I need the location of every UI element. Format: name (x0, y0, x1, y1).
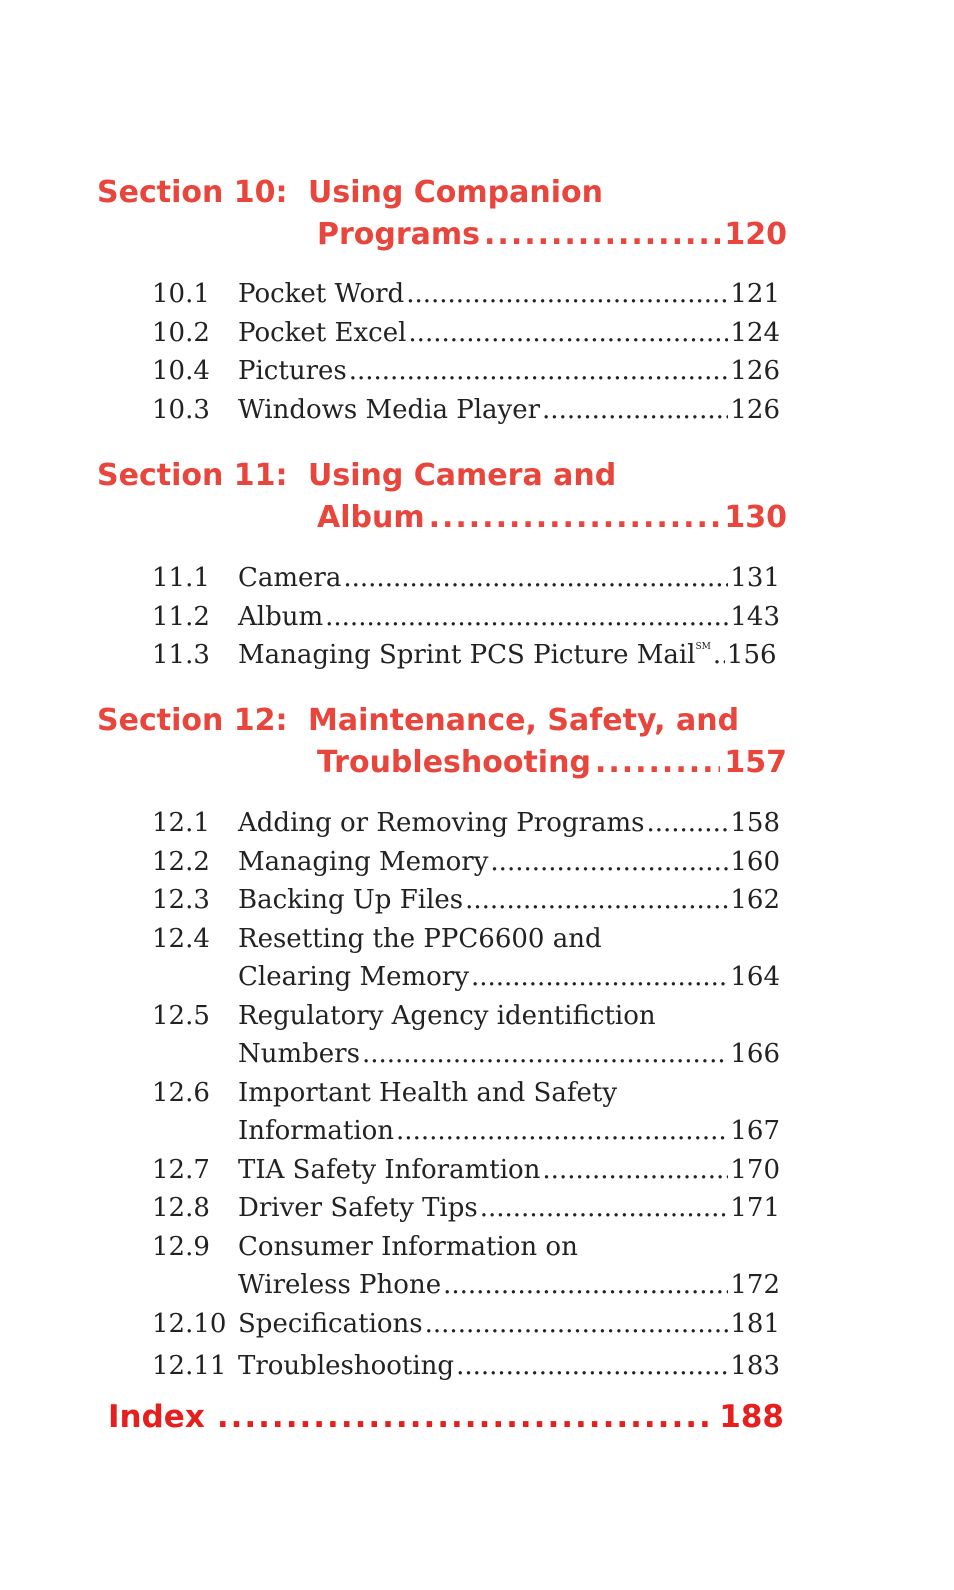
entry-number: 10.1 (152, 279, 210, 309)
section-title-line2: Troubleshooting (317, 745, 591, 780)
entry-page-number: 164 (730, 962, 780, 992)
entry-number: 11.1 (152, 563, 210, 593)
entry-number: 10.3 (152, 394, 210, 425)
toc-entry[interactable] (152, 1151, 780, 1190)
entry-title: Resetting the PPC6600 and (238, 923, 602, 954)
entry-number: 12.10 (152, 1308, 227, 1339)
dot-leader (490, 843, 728, 882)
service-mark: SM (695, 642, 711, 652)
entry-title: Regulatory Agency identifiction (238, 1000, 656, 1031)
entry-page-number: 124 (730, 317, 780, 348)
index-label: Index (108, 1399, 205, 1435)
entry-title (238, 636, 711, 675)
entry-page-number: 170 (730, 1154, 780, 1185)
toc-entry[interactable] (152, 1305, 780, 1344)
entry-title: Backing Up Files (238, 885, 464, 915)
toc-entry[interactable] (152, 314, 780, 353)
entry-number: 12.8 (152, 1193, 210, 1223)
entry-page-number: 158 (730, 808, 780, 838)
entry-title-continued: Clearing Memory (238, 962, 469, 992)
toc-entry[interactable] (152, 598, 780, 637)
section-page-number: 130 (724, 500, 787, 535)
toc-entry[interactable] (152, 352, 780, 391)
toc-entry[interactable] (152, 1189, 780, 1228)
dot-leader (542, 391, 728, 430)
toc-entry[interactable] (152, 843, 780, 882)
section-title-line2: Album (317, 500, 425, 535)
entry-title: Pocket Excel (238, 317, 407, 348)
entry-title: Windows Media Player (238, 394, 541, 425)
entry-title: Driver Safety Tips (238, 1193, 478, 1223)
dot-leader (408, 314, 728, 353)
entry-page-number: 160 (730, 846, 780, 877)
dot-leader (343, 559, 728, 598)
dot-leader (349, 352, 729, 391)
section-label: Section 12: (97, 703, 288, 738)
entry-title: Consumer Information on (238, 1231, 578, 1262)
dot-leader (396, 1112, 728, 1151)
entry-title: Pictures (238, 356, 347, 386)
dot-leader (480, 1189, 729, 1228)
entry-title-text: Managing Sprint PCS Picture Mail (238, 640, 696, 670)
entry-title-continued: Information (238, 1116, 395, 1146)
entry-page-number: 162 (730, 885, 780, 915)
entry-number: 11.2 (152, 601, 210, 632)
entry-page-number: 166 (730, 1039, 780, 1069)
toc-entry[interactable] (152, 391, 780, 430)
section-heading-10[interactable] (97, 172, 787, 256)
toc-entry[interactable] (152, 275, 780, 314)
section-page-number: 120 (724, 217, 787, 252)
entry-number: 12.5 (152, 1000, 210, 1031)
section-heading-11[interactable] (97, 455, 787, 539)
dot-leader (713, 636, 725, 675)
dot-leader (429, 497, 721, 539)
entry-number: 11.3 (152, 640, 210, 670)
entry-page-number: 181 (730, 1308, 780, 1339)
toc-entry-two-line[interactable] (152, 1074, 780, 1151)
dot-leader (646, 804, 728, 843)
entry-page-number: 167 (730, 1116, 780, 1146)
dot-leader (406, 275, 728, 314)
section-page-number: 157 (724, 745, 787, 780)
section-label: Section 11: (97, 458, 288, 493)
entry-number: 10.2 (152, 317, 210, 348)
entry-page-number: 121 (730, 279, 780, 309)
entry-title-continued: Numbers (238, 1039, 360, 1069)
dot-leader (325, 598, 728, 637)
toc-entry[interactable] (152, 636, 780, 675)
dot-leader (595, 742, 720, 784)
entry-title: Important Health and Safety (238, 1077, 618, 1108)
entry-page-number: 156 (726, 640, 777, 670)
subsection-list-12 (152, 804, 780, 1386)
toc-entry[interactable] (152, 881, 780, 920)
index-page-number: 188 (719, 1399, 784, 1435)
section-title-line1: Using Companion (308, 175, 603, 210)
section-title-line2: Programs (317, 217, 481, 252)
entry-page-number: 171 (730, 1193, 780, 1223)
dot-leader (217, 1396, 713, 1438)
entry-title: Album (238, 601, 324, 632)
subsection-list-11 (152, 559, 780, 675)
section-heading-12[interactable] (97, 700, 787, 784)
entry-page-number: 126 (730, 394, 780, 425)
toc-entry[interactable] (152, 559, 780, 598)
dot-leader (456, 1347, 728, 1386)
entry-number: 12.4 (152, 923, 210, 954)
section-label: Section 10: (97, 175, 288, 210)
section-title-line1: Maintenance, Safety, and (308, 703, 740, 738)
dot-leader (425, 1305, 729, 1344)
dot-leader (542, 1151, 728, 1190)
entry-number: 12.7 (152, 1154, 210, 1185)
dot-leader (443, 1266, 728, 1305)
entry-page-number: 131 (730, 563, 780, 593)
entry-number: 12.2 (152, 846, 210, 877)
entry-page-number: 183 (730, 1351, 780, 1381)
entry-title: Troubleshooting (238, 1351, 455, 1381)
entry-title: TIA Safety Inforamtion (238, 1154, 541, 1185)
subsection-list-10 (152, 275, 780, 429)
entry-title: Adding or Removing Programs (238, 808, 645, 838)
entry-title: Camera (238, 563, 342, 593)
entry-number: 12.9 (152, 1231, 210, 1262)
entry-title: Managing Memory (238, 846, 489, 877)
entry-number: 12.3 (152, 885, 210, 915)
entry-page-number: 143 (730, 601, 780, 632)
dot-leader (471, 958, 728, 997)
toc-entry-two-line[interactable] (152, 920, 780, 997)
dot-leader (484, 214, 720, 256)
entry-page-number: 172 (730, 1270, 780, 1300)
entry-number: 12.6 (152, 1077, 210, 1108)
entry-number: 12.11 (152, 1351, 227, 1381)
entry-page-number: 126 (730, 356, 780, 386)
entry-number: 10.4 (152, 356, 210, 386)
dot-leader (362, 1035, 728, 1074)
entry-title: Specifications (238, 1308, 423, 1339)
toc-entry[interactable] (152, 1347, 780, 1386)
index-heading[interactable] (108, 1396, 784, 1438)
entry-number: 12.1 (152, 808, 210, 838)
entry-title: Pocket Word (238, 279, 405, 309)
toc-entry[interactable] (152, 804, 780, 843)
toc-entry-two-line[interactable] (152, 997, 780, 1074)
entry-title-continued: Wireless Phone (238, 1270, 442, 1300)
dot-leader (465, 881, 728, 920)
section-title-line1: Using Camera and (308, 458, 617, 493)
toc-entry-two-line[interactable] (152, 1228, 780, 1305)
